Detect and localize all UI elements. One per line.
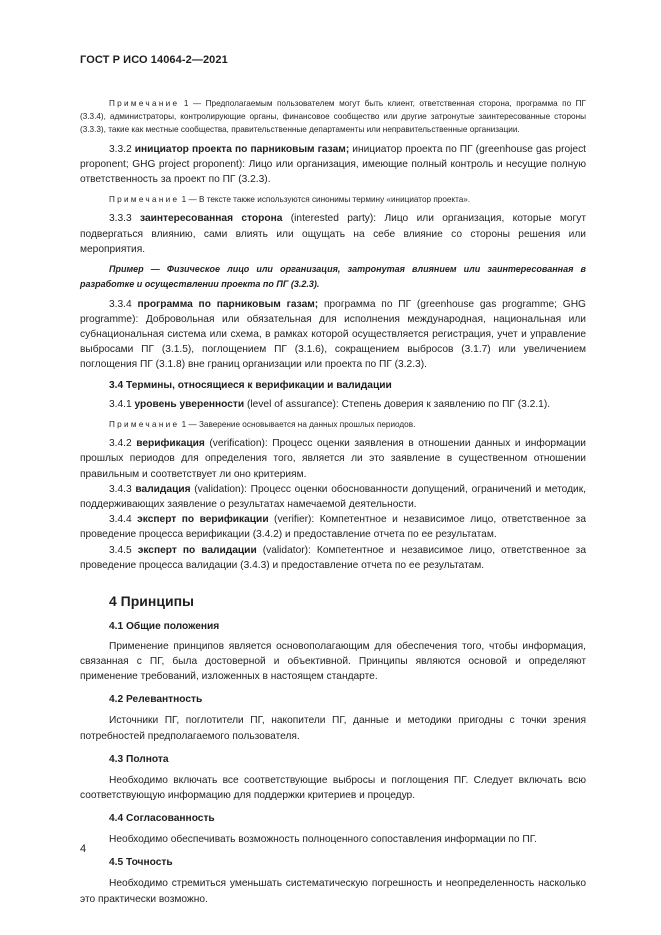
- paragraph-4-2: Источники ПГ, поглотители ПГ, накопители ПГ, данные и методики пригодны с точки зрения потребностей предполагаемого пользователя.: [80, 715, 586, 742]
- note-3-4-1: [80, 418, 586, 431]
- clause-number: 3.4.1: [109, 399, 135, 411]
- definition-3-3-2: [80, 142, 586, 188]
- definition-text: программа по ПГ (greenhouse gas programme; GHG programme): Добровольная или обязательная для исполнения международная, национальная или субнациональная система или схема, в рамках которой осуществляется регистрация, учет и управление выбросами ПГ (3.1.5), поглощением ПГ (3.1.6), сокращением выбросов (3.1.7) или увеличением поглощения ПГ (3.1.8) вне границ организации или проекта по ПГ (3.2.3).: [80, 298, 586, 371]
- document-header: ГОСТ Р ИСО 14064-2—2021: [80, 54, 228, 66]
- paragraph-4-1: Применение принципов является основополагающим для обеспечения того, чтобы информация, связанная с ПГ, была достоверной и объективной. Принципы являются основой и определяют применение требований, изложенных в настоящем стандарте.: [80, 640, 586, 683]
- heading-4-4: 4.4 Согласованность: [109, 813, 215, 825]
- clause-number: 3.4.4: [109, 514, 138, 526]
- heading-4-1: 4.1 Общие положения: [109, 621, 220, 633]
- term: валидация: [135, 483, 191, 495]
- clause-number: 3.3.3: [109, 213, 141, 225]
- definition-3-4-4: [80, 512, 586, 542]
- term: заинтересованная сторона: [140, 213, 283, 225]
- definition-3-4-2: [80, 436, 586, 482]
- note-label: Примечание: [109, 99, 180, 108]
- note-text: 1 — Заверение основывается на данных прошлых периодов.: [179, 419, 416, 429]
- definition-3-4-3: [80, 482, 586, 512]
- paragraph-4-5: Необходимо стремиться уменьшать систематическую погрешность и неопределенность насколько это практически возможно.: [80, 878, 586, 905]
- heading-4: 4 Принципы: [109, 593, 194, 610]
- note-label: Примечание: [109, 194, 180, 204]
- clause-number: 3.4.2: [109, 438, 137, 450]
- heading-4-2: 4.2 Релевантность: [109, 694, 203, 706]
- example-3-3-3: Пример — Физическое лицо или организация, затронутая влиянием или заинтересованная в разработке и осуществлении проекта по ПГ (3.2.3).: [80, 264, 586, 289]
- definition-text: инициатор проекта по ПГ (greenhouse gas project proponent; GHG project proponent): Лицо или организация, имеющие полный контроль и несущие полную ответственность за проект по ПГ (3.2.3).: [80, 143, 586, 186]
- heading-3-4: 3.4 Термины, относящиеся к верификации и валидации: [109, 379, 392, 391]
- term: эксперт по валидации: [137, 544, 257, 556]
- definition-text: (verification): Процесс оценки заявления в отношении данных и информации прошлых периодов для определения того, является ли это заявление в существенном отношении правильным и соответствует ли оно критериям.: [80, 438, 586, 480]
- clause-number: 3.3.4: [109, 298, 138, 310]
- definition-text: (interested party): Лицо или организация, которые могут подвергаться влиянию, сами влиять или ощущать на себе влияние со стороны решения или мероприятия.: [80, 213, 587, 255]
- note-text: 1 — Предполагаемым пользователем могут быть клиент, ответственная сторона, программа по ПГ (3.3.4), администраторы, контролирующие органы, финансовое сообщество или другие затронутые заинтересованные стороны (3.3.3), такие как местные сообщества, правительственные департаменты или неправительственные организации.: [80, 99, 586, 135]
- definition-3-3-3: [80, 211, 586, 257]
- term: программа по парниковым газам;: [137, 298, 319, 310]
- definition-text: (verifier): Компетентное и независимое лицо, ответственное за проведение процесса верификации (3.4.2) и предоставление отчета по ее результатам.: [80, 514, 586, 541]
- term: уровень уверенности: [134, 399, 245, 411]
- definition-3-4-1: [80, 397, 586, 412]
- note-3-3-2: [80, 193, 586, 206]
- note-text: 1 — В тексте также используются синонимы термину «инициатор проекта».: [179, 194, 471, 204]
- term: верификация: [136, 438, 205, 450]
- clause-number: 3.4.5: [109, 544, 138, 556]
- definition-text: (validation): Процесс оценки обоснованности допущений, ограничений и методик, поддерживающих заявление о результатах намечаемой деятельности.: [80, 483, 586, 511]
- paragraph-4-4: Необходимо обеспечивать возможность полноценного сопоставления информации по ПГ.: [109, 834, 537, 846]
- heading-4-5: 4.5 Точность: [109, 857, 173, 869]
- definition-3-3-4: [80, 297, 586, 373]
- paragraph-4-3: Необходимо включать все соответствующие выбросы и поглощения ПГ. Следует включать всю соответствующую информацию для поддержки критериев и процедур.: [80, 774, 586, 802]
- term: эксперт по верификации: [137, 514, 269, 526]
- definition-text: (validator): Компетентное и независимое лицо, ответственное за проведение процесса валидации (3.4.3) и предоставление отчета по ее результатам.: [80, 544, 586, 571]
- page-number: 4: [80, 843, 87, 855]
- definition-3-4-5: [80, 543, 586, 573]
- term: инициатор проекта по парниковым газам;: [134, 143, 350, 155]
- document-body: [80, 97, 586, 912]
- clause-number: 3.3.2: [109, 143, 135, 155]
- clause-number: 3.4.3: [109, 483, 136, 495]
- definition-text: (level of assurance): Степень доверия к заявлению по ПГ (3.2.1).: [244, 399, 551, 411]
- note-label: Примечание: [109, 419, 180, 429]
- heading-4-3: 4.3 Полнота: [109, 753, 169, 765]
- note-3-3-1: [80, 97, 586, 137]
